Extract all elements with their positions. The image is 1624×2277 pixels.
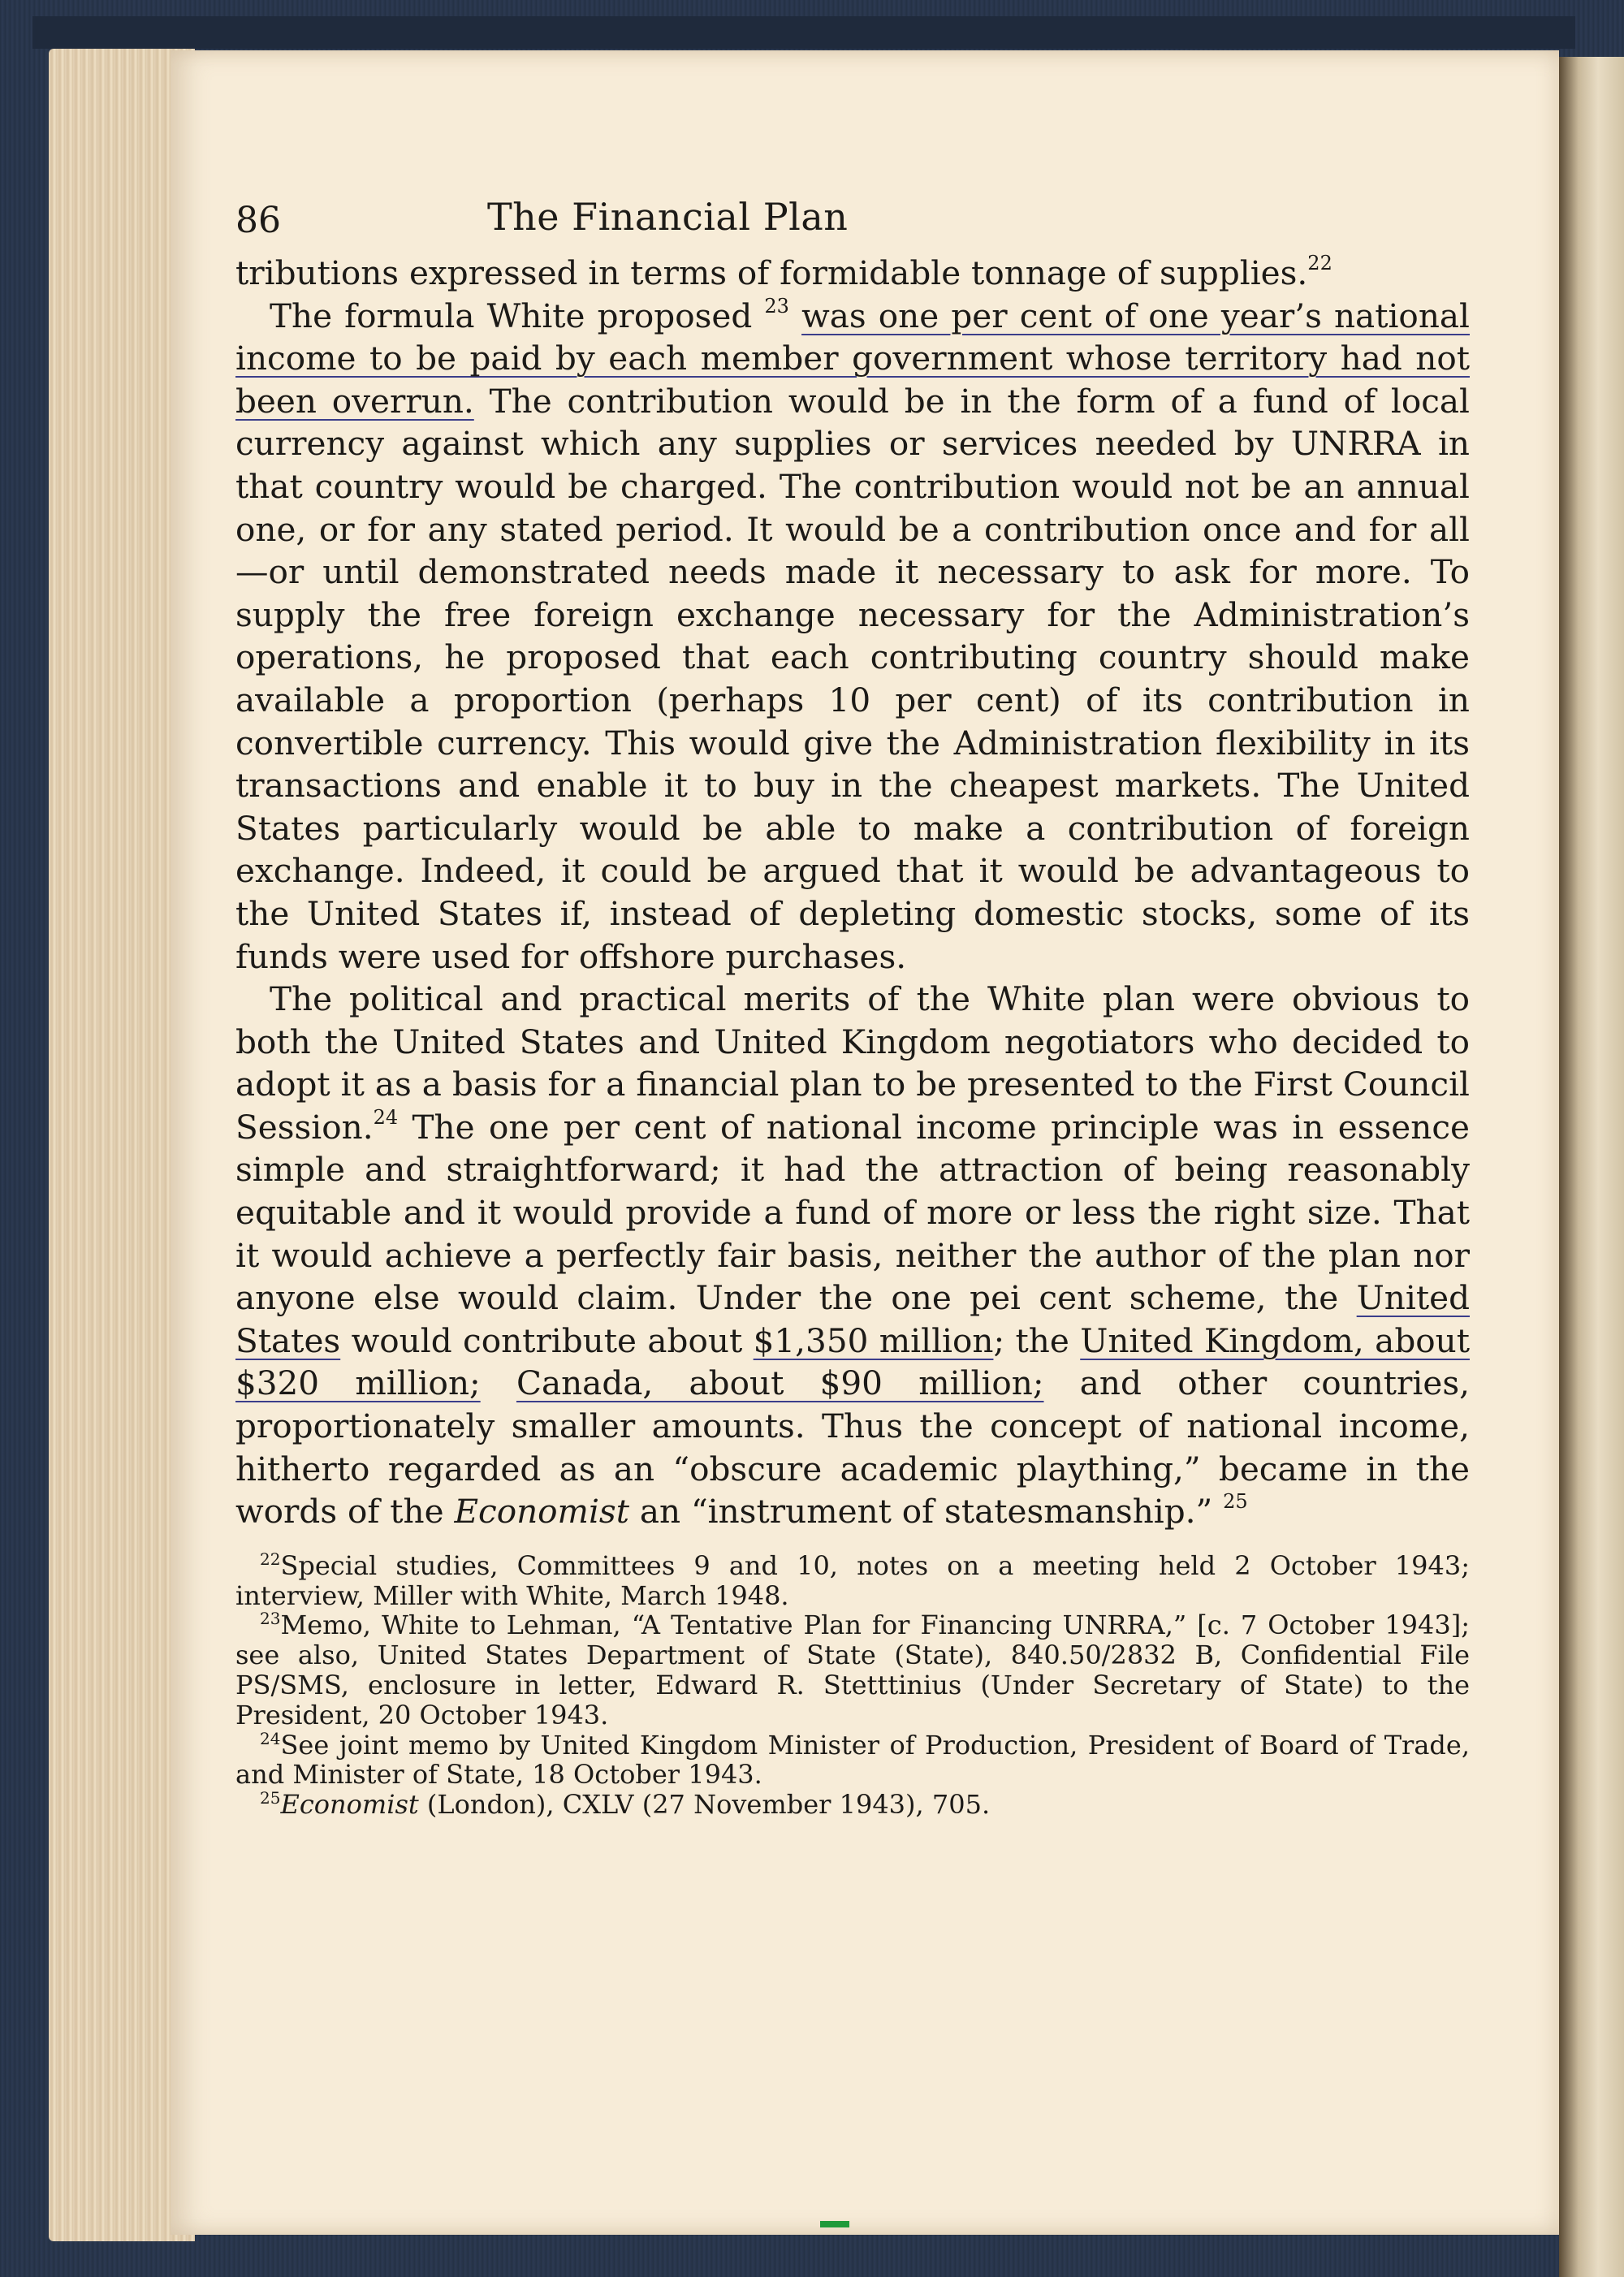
footnote-23-number: 23 <box>260 1609 281 1629</box>
footnote-25 <box>235 1790 1470 1820</box>
footnote-22 <box>235 1551 1470 1611</box>
footnote-ref-24: 24 <box>373 1105 399 1129</box>
body-text <box>235 252 1470 1533</box>
page-number: 86 <box>235 200 281 241</box>
underlined-uk: United Kingdom, about $320 million; <box>235 1320 1470 1403</box>
paragraph-3-text-e <box>481 1363 516 1402</box>
paragraph-2-text-a: The formula White proposed <box>270 296 765 335</box>
running-title: The Financial Plan <box>487 195 849 239</box>
paragraph-3-text-c: would contribute about <box>340 1320 754 1360</box>
footnote-ref-23: 23 <box>764 294 789 318</box>
economist-title: Economist <box>454 1492 629 1532</box>
paragraph-1 <box>235 252 1470 295</box>
footnote-24 <box>235 1730 1470 1791</box>
footnote-ref-25: 25 <box>1223 1490 1248 1514</box>
footnote-24-text: See joint memo by United Kingdom Minister of Production, President of Board of Trade, and Minister of State, 18 October 1943. <box>235 1729 1470 1791</box>
paragraph-1-text: tributions expressed in terms of formidable tonnage of supplies. <box>235 253 1308 292</box>
paragraph-3-text-a: The political and practical merits of the White plan were obvious to both the United States and United Kingdom negotiators who decided to adopt it as a basis for a financial plan to be presented to the First Council Session. <box>235 979 1470 1147</box>
bottom-marker <box>820 2221 849 2227</box>
underlined-us-amount: $1,350 million <box>753 1320 994 1360</box>
footnote-25-italic: Economist <box>280 1789 419 1821</box>
facing-page-edge <box>1559 57 1624 2277</box>
underlined-formula: was one per cent of one year’s national income to be paid by each member government whose territory had not been overrun. <box>235 296 1470 421</box>
paragraph-3 <box>235 978 1470 1533</box>
footnote-23-text: Memo, White to Lehman, “A Tentative Plan for Financing UNRRA,” [c. 7 October 1943]; see also, United States Department of State (State), 840.50/2832 B, Confidential File PS/SMS, enclosure in letter, Edward R. Stetttinius (Under Secretary of State) to the President, 20 October 1943. <box>235 1609 1470 1730</box>
page-content <box>235 162 1470 1820</box>
paragraph-3-text-g: an “instrument of statesmanship.” <box>628 1492 1224 1532</box>
footnotes <box>235 1551 1470 1820</box>
footnote-24-number: 24 <box>260 1728 281 1748</box>
paragraph-3-text-f: and other countries, proportionately smaller amounts. Thus the concept of national income, hitherto regarded as an “obscure academic plaything,” became in the words of the <box>235 1363 1470 1532</box>
underlined-canada: Canada, about $90 million; <box>516 1363 1044 1403</box>
cover-top-edge <box>32 16 1575 49</box>
footnote-ref-22: 22 <box>1307 252 1332 274</box>
running-head <box>235 162 1470 252</box>
footnote-22-text: Special studies, Committees 9 and 10, notes on a meeting held 2 October 1943; interview, Miller with White, March 1948. <box>235 1549 1470 1611</box>
paragraph-2 <box>235 295 1470 979</box>
footnote-25-text: (London), CXLV (27 November 1943), 705. <box>418 1789 991 1821</box>
underlined-us: United States <box>235 1278 1470 1360</box>
paragraph-3-text-b: The one per cent of national income principle was in essence simple and straightforward; it had the attraction of being reasonably equitable and it would provide a fund of more or less the right size. That it would achieve a perfectly fair basis, neither the author of the plan nor anyone else would claim. Under the one pei cent scheme, the <box>235 1107 1470 1318</box>
paragraph-2-text-b: The contribution would be in the form of a fund of local currency against which any supplies or services needed by UNRRA in that country would be charged. The contribution would not be an annual one, or for any stated period. It would be a contribution once and for all—or until demonstrated needs made it necessary to ask for more. To supply the free foreign exchange necessary for the Administration’s operations, he proposed that each contributing country should make available a proportion (perhaps 10 per cent) of its contribution in convertible currency. This would give the Administration flexibility in its transactions and enable it to buy in the cheapest markets. The United States particularly would be able to make a contribution of foreign exchange. Indeed, it could be argued that it would be advantageous to the United States if, instead of depleting domestic stocks, some of its funds were used for offshore purchases. <box>235 381 1470 976</box>
footnote-23 <box>235 1610 1470 1730</box>
footnote-22-number: 22 <box>260 1549 281 1569</box>
footnote-25-number: 25 <box>260 1788 281 1808</box>
paragraph-3-text-d: ; the <box>993 1320 1081 1360</box>
